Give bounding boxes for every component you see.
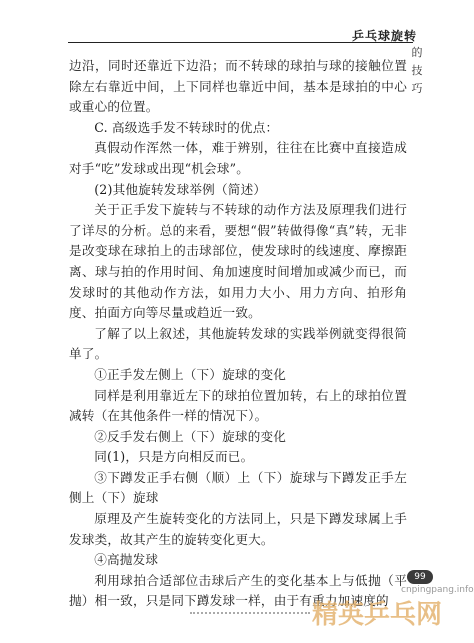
subheading: ③下蹲发正手右侧（顺）上（下）旋球与下蹲发正手左侧上（下）旋球 [69, 469, 407, 506]
paragraph: 了解了以上叙述，其他旋转发球的实践举例就变得很简单了。 [69, 325, 407, 362]
section-heading: (2)其他旋转发球举例（简述） [94, 181, 267, 197]
running-header-title: 乒乓球旋转 [352, 29, 418, 43]
page-body [69, 56, 407, 612]
paragraph: C. 高级选手发不转球时的优点： [94, 119, 279, 135]
footer-dots [190, 612, 310, 616]
side-tab-label: 的技巧 [411, 46, 423, 95]
paragraph: 同(1)，只是方向相反而已。 [94, 449, 254, 465]
paragraph: 原理及产生旋转变化的方法同上，只是下蹲发球属上手发球类，故其产生的旋转变化更大。 [69, 511, 407, 547]
subheading: ④高抛发球 [94, 552, 159, 568]
watermark-logo: 精英乒乓网 [312, 600, 443, 630]
subheading: ①正手发左侧上（下）旋球的变化 [94, 366, 287, 382]
paragraph: 关于正手发下旋转与不转球的动作方法及原理我们进行了详尽的分析。总的来看，要想“假”转做得像“真”转，无非是改变球在球拍上的击球部位，使发球时的线速度、摩擦距离、球与拍的作用时间、角加速度时间增加或减少而已，而发球时的其他动作方法，如用力大小、用力方向、拍形角度、拍面方向等尽量或趋近一致。 [69, 202, 407, 321]
paragraph: 利用球拍合适部位击球后产生的变化基本上与低抛（平抛）相一致，只是同下蹲发球一样，由于有重力加速度的 [69, 572, 407, 609]
page-number-badge: 99 [407, 570, 433, 584]
paragraph: 真假动作浑然一体，难于辨别，往往在比赛中直接造成对手“吃”发球或出现“机会球”。 [69, 140, 407, 176]
paragraph: 边沿，同时还靠近下边沿；而不转球的球拍与球的接触位置除左右靠近中间，上下同样也靠近中间，基本是球拍的中心或重心的位置。 [69, 58, 407, 115]
subheading: ②反手发右侧上（下）旋球的变化 [94, 428, 287, 444]
paragraph: 同样是利用靠近左下的球拍位置加转，右上的球拍位置减转（在其他条件一样的情况下）。 [69, 387, 407, 424]
watermark-url: cnpingpang.info [401, 585, 474, 595]
